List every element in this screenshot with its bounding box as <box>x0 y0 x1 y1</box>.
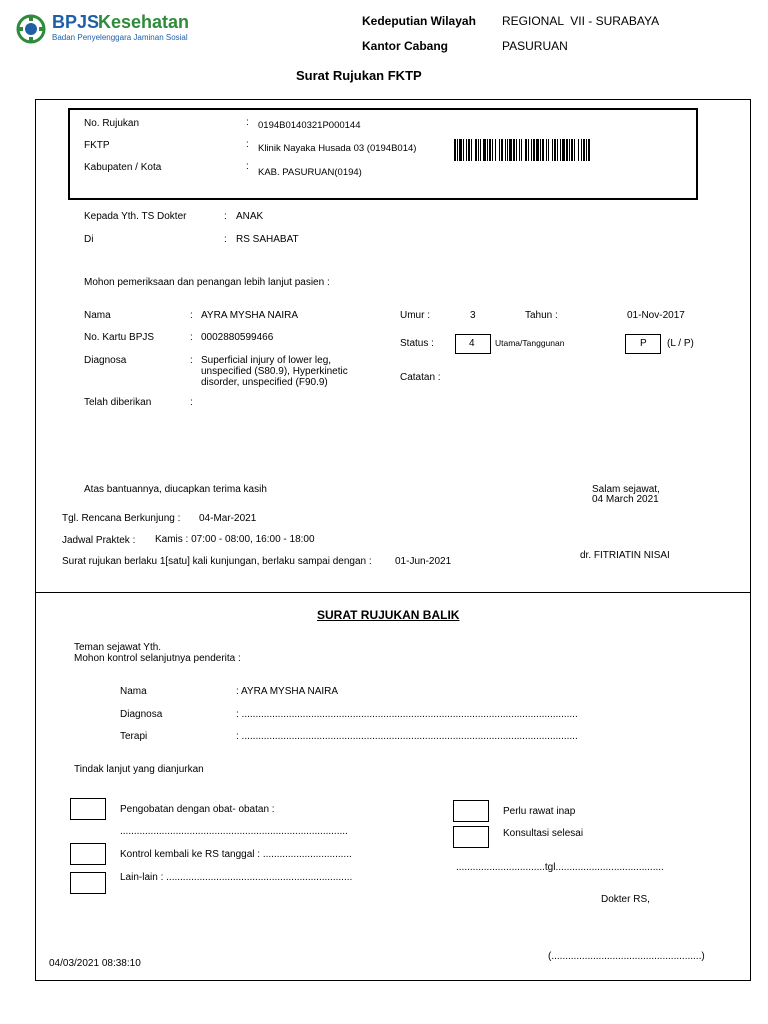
di-value: RS SAHABAT <box>236 234 299 245</box>
bpjs-logo-icon <box>16 14 46 44</box>
rawat-label: Perlu rawat inap <box>503 806 576 817</box>
nama-value: AYRA MYSHA NAIRA <box>201 310 299 321</box>
catatan-label: Catatan : <box>400 372 441 383</box>
kabupaten-value: KAB. PASURUAN(0194) <box>258 167 362 178</box>
wilayah-value: REGIONAL VII - SURABAYA <box>502 14 660 28</box>
fktp-colon: : <box>246 139 249 150</box>
nama-colon: : <box>190 310 193 321</box>
page-title: Surat Rujukan FKTP <box>296 68 422 83</box>
konsultasi-checkbox[interactable] <box>453 826 489 848</box>
obat-dots: .................................................................................. <box>120 826 348 837</box>
obat-label: Pengobatan dengan obat- obatan : <box>120 804 275 815</box>
cabang-value: PASURUAN <box>502 39 568 53</box>
kepada-value: ANAK <box>236 211 264 222</box>
rencana-label: Tgl. Rencana Berkunjung : <box>62 513 181 524</box>
kepada-label: Kepada Yth. TS Dokter <box>84 211 187 222</box>
kepada-colon: : <box>224 211 227 222</box>
balik-nama-value: : AYRA MYSHA NAIRA <box>236 686 339 697</box>
di-label: Di <box>84 234 94 245</box>
diberikan-colon: : <box>190 397 193 408</box>
umur-value: 3 <box>470 310 476 321</box>
diagnosa-line3: disorder, unspecified (F90.9) <box>201 377 328 388</box>
balik-title: SURAT RUJUKAN BALIK <box>317 608 460 622</box>
salam-text: Salam sejawat, <box>592 484 660 495</box>
no-rujukan-value: 0194B0140321P000144 <box>258 120 361 131</box>
diagnosa-line2: unspecified (S80.9), Hyperkinetic <box>201 366 348 377</box>
status-box <box>455 334 491 354</box>
status-desc: Utama/Tanggunan <box>495 338 565 348</box>
print-timestamp: 04/03/2021 08:38:10 <box>49 958 141 969</box>
nama-label: Nama <box>84 310 111 321</box>
kartu-colon: : <box>190 332 193 343</box>
jadwal-value: Kamis : 07:00 - 08:00, 16:00 - 18:00 <box>155 534 315 545</box>
signature-line: (......................................................) <box>548 951 705 962</box>
tahun-label: Tahun : <box>525 310 558 321</box>
wilayah-label: Kedeputian Wilayah <box>362 14 476 28</box>
status-label: Status : <box>400 338 434 349</box>
balik-diagnosa-dots: : ......................................................................................................................... <box>236 709 578 720</box>
teman-text: Teman sejawat Yth. <box>74 642 162 653</box>
no-rujukan-label: No. Rujukan <box>84 118 140 129</box>
kontrol-label: Kontrol kembali ke RS tanggal : ................................ <box>120 849 352 860</box>
umur-label: Umur : <box>400 310 430 321</box>
rencana-value: 04-Mar-2021 <box>199 513 257 524</box>
jadwal-label: Jadwal Praktek : <box>62 535 136 546</box>
intro-text: Mohon pemeriksaan dan penangan lebih lanjut pasien : <box>84 277 330 288</box>
cabang-label: Kantor Cabang <box>362 39 449 53</box>
logo-bpjs-text: BPJS <box>52 12 100 32</box>
section-divider <box>35 592 751 593</box>
dokter-rs-label: Dokter RS, <box>601 894 650 905</box>
kontrol-checkbox[interactable] <box>70 843 106 865</box>
tgl-line: ................................tgl....................................... <box>456 862 664 873</box>
fktp-value: Klinik Nayaka Husada 03 (0194B014) <box>258 143 417 154</box>
fktp-label: FKTP <box>84 140 110 151</box>
logo-tagline: Badan Penyelenggara Jaminan Sosial <box>52 33 188 42</box>
logo-kesehatan-text: Kesehatan <box>98 12 190 32</box>
diagnosa-line1: Superficial injury of lower leg, <box>201 355 332 366</box>
balik-terapi-label: Terapi <box>120 731 148 742</box>
diagnosa-label: Diagnosa <box>84 355 127 366</box>
diagnosa-colon: : <box>190 355 193 366</box>
kabupaten-label: Kabupaten / Kota <box>84 162 162 173</box>
mohon-text: Mohon kontrol selanjutnya penderita : <box>74 653 241 664</box>
tindak-text: Tindak lanjut yang dianjurkan <box>74 764 204 775</box>
rawat-checkbox[interactable] <box>453 800 489 822</box>
diberikan-label: Telah diberikan <box>84 397 152 408</box>
status-value: 4 <box>469 338 475 349</box>
kartu-label: No. Kartu BPJS <box>84 332 155 343</box>
salam-date: 04 March 2021 <box>592 494 659 505</box>
gender-value: P <box>640 338 647 349</box>
thanks-text: Atas bantuannya, diucapkan terima kasih <box>84 484 267 495</box>
balik-diagnosa-label: Diagnosa <box>120 709 163 720</box>
konsultasi-label: Konsultasi selesai <box>503 828 584 839</box>
bpjs-logo <box>16 12 196 46</box>
kartu-value: 0002880599466 <box>201 332 274 343</box>
kabupaten-colon: : <box>246 161 249 172</box>
di-colon: : <box>224 234 227 245</box>
berlaku-text: Surat rujukan berlaku 1[satu] kali kunjungan, berlaku sampai dengan : <box>62 556 372 567</box>
balik-terapi-dots: : ......................................................................................................................... <box>236 731 578 742</box>
doctor-name: dr. FITRIATIN NISAI <box>580 550 670 561</box>
tahun-value: 01-Nov-2017 <box>627 310 685 321</box>
gender-box <box>625 334 661 354</box>
gender-desc: (L / P) <box>667 338 694 349</box>
barcode-icon <box>454 139 682 161</box>
no-rujukan-colon: : <box>246 117 249 128</box>
lain-checkbox[interactable] <box>70 872 106 894</box>
balik-nama-label: Nama <box>120 686 147 697</box>
obat-checkbox[interactable] <box>70 798 106 820</box>
berlaku-value: 01-Jun-2021 <box>395 556 452 567</box>
lain-label: Lain-lain : ................................................................... <box>120 872 353 883</box>
